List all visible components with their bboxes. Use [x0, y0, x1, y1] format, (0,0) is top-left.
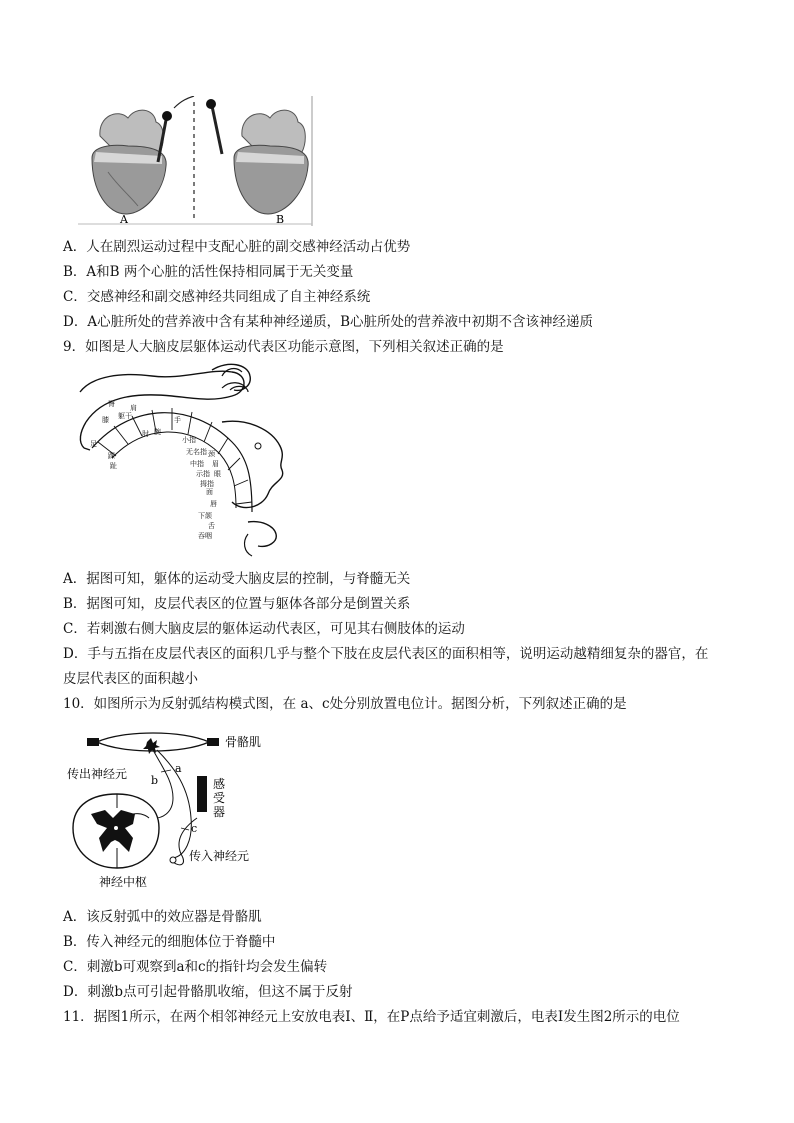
efferent-label: 传出神经元: [67, 767, 128, 781]
q8-option-c: C．交感神经和副交感神经共同组成了自主神经系统: [63, 289, 371, 305]
afferent-label: 传入神经元: [189, 849, 250, 863]
q9-option-b: B．据图可知，皮层代表区的位置与躯体各部分是倒置关系: [63, 596, 411, 612]
cortex-label: 小指: [182, 436, 196, 444]
cortex-label: 肩: [130, 404, 137, 412]
q9-option-c: C．若刺激右侧大脑皮层的躯体运动代表区，可见其右侧肢体的运动: [63, 621, 465, 637]
cortex-label: 唇: [210, 500, 217, 508]
cortex-label: 膝: [102, 416, 109, 424]
cortex-label: 眉: [212, 460, 219, 468]
cortex-label: 中指: [190, 460, 204, 468]
cortex-label: 躯干: [118, 412, 132, 420]
motor-cortex-figure: [72, 362, 302, 562]
cortex-label: 趾: [110, 462, 117, 470]
cortex-label: 吞咽: [198, 532, 212, 540]
q10-option-d: D．刺激b点可引起骨骼肌收缩，但这不属于反射: [63, 984, 353, 1000]
label-a: a: [175, 762, 182, 775]
cortex-label: 足: [90, 440, 97, 448]
q11-stem: 11．据图1所示，在两个相邻神经元上安放电表Ⅰ、Ⅱ，在P点给予适宜刺激后，电表Ⅰ发生图2所示的电位: [63, 1009, 680, 1025]
cortex-label: 舌: [208, 522, 215, 530]
cortex-label: 肘: [142, 430, 149, 438]
q8-option-b: B．A和B 两个心脏的活性保持相同属于无关变量: [63, 264, 354, 280]
label-c: c: [191, 822, 198, 835]
receptor-label: 感 受 器: [213, 777, 226, 819]
receptor-char: 感: [213, 777, 226, 791]
q10-option-c: C．刺激b可观察到a和c的指针均会发生偏转: [63, 959, 328, 975]
q9-stem: 9．如图是人大脑皮层躯体运动代表区功能示意图，下列相关叙述正确的是: [63, 339, 504, 355]
cortex-label: 颈: [208, 450, 215, 458]
label-b: B: [276, 213, 285, 226]
cortex-label: 眼: [214, 470, 221, 478]
q8-option-d: D．A心脏所处的营养液中含有某种神经递质，B心脏所处的营养液中初期不含该神经递质: [63, 314, 593, 330]
cortex-label: 腕: [154, 428, 161, 436]
q10-option-b: B．传入神经元的细胞体位于脊髓中: [63, 934, 276, 950]
reflex-arc-figure: [63, 728, 283, 892]
q10-stem: 10．如图所示为反射弧结构模式图，在 a、c处分别放置电位计。据图分析，下列叙述正确的是: [63, 696, 627, 712]
heart-figure: [78, 96, 314, 228]
q8-option-a: A．人在剧烈运动过程中支配心脏的副交感神经活动占优势: [63, 239, 411, 255]
cortex-label: 面: [206, 488, 213, 496]
label-a: A: [120, 213, 128, 226]
cortex-label: 臀: [108, 400, 115, 408]
q10-option-a: A．该反射弧中的效应器是骨骼肌: [63, 909, 262, 925]
cortex-label: 拇指: [200, 480, 214, 488]
q9-option-d: D．手与五指在皮层代表区的面积几乎与整个下肢在皮层代表区的面积相等，说明运动越精细复杂的器官，在: [63, 646, 709, 662]
cortex-label: 下颌: [198, 512, 212, 520]
cortex-label: 踝: [108, 452, 115, 460]
q9-option-a: A．据图可知，躯体的运动受大脑皮层的控制，与脊髓无关: [63, 571, 411, 587]
label-b: b: [151, 774, 159, 787]
cortex-label: 无名指: [186, 448, 207, 456]
cortex-label: 手: [174, 416, 181, 424]
center-label: 神经中枢: [99, 875, 148, 889]
skeletal-muscle-label: 骨骼肌: [225, 735, 262, 749]
cortex-label: 示指: [196, 470, 210, 478]
q9-option-d-cont: 皮层代表区的面积越小: [63, 671, 198, 687]
